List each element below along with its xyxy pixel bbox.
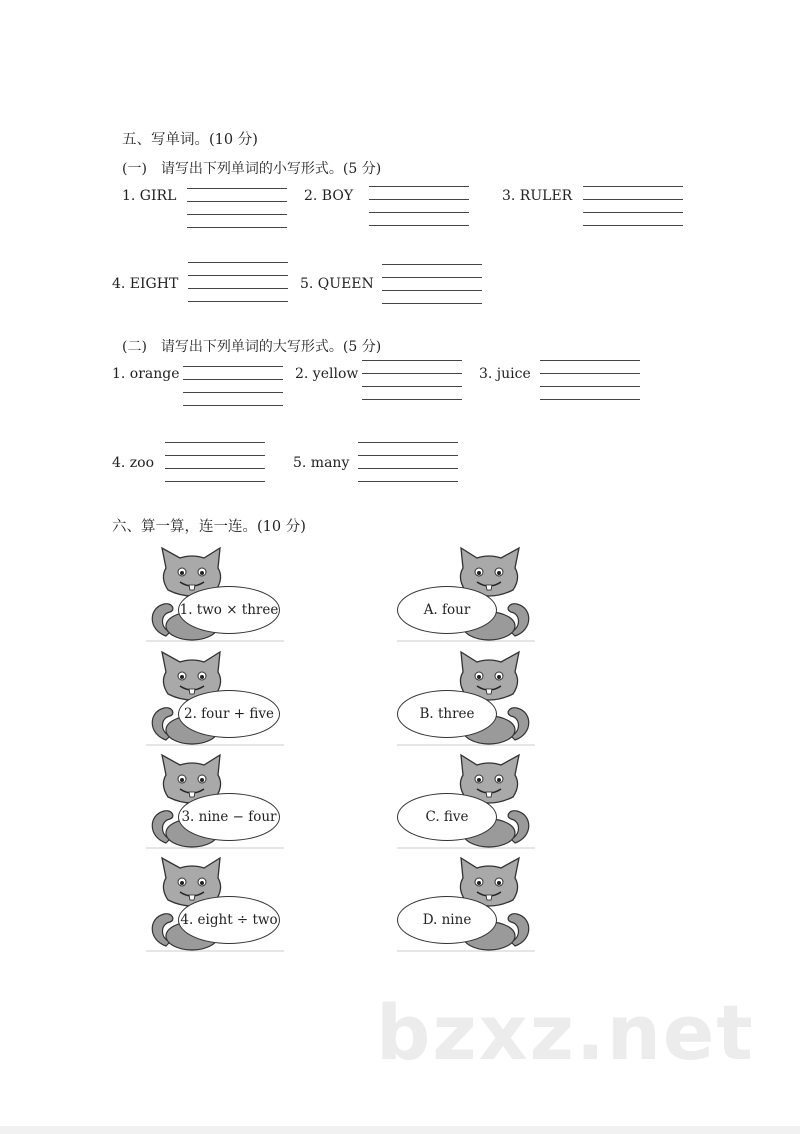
right-card-b[interactable]: [397, 650, 535, 746]
word-label: 5. many: [293, 455, 350, 471]
writing-lines[interactable]: [183, 366, 283, 416]
left-card-4[interactable]: [146, 856, 284, 952]
word-label: 3. juice: [479, 366, 531, 382]
answer-bubble: A. four: [397, 586, 497, 634]
left-card-3[interactable]: [146, 753, 284, 849]
left-card-2[interactable]: [146, 650, 284, 746]
writing-lines[interactable]: [369, 186, 469, 236]
answer-bubble: C. five: [397, 793, 497, 841]
writing-lines[interactable]: [165, 442, 265, 492]
watermark: bzxz.net: [376, 988, 755, 1077]
writing-lines[interactable]: [382, 264, 482, 314]
word-label: 4. zoo: [112, 455, 155, 471]
left-card-1[interactable]: [146, 546, 284, 642]
word-label: 2. yellow: [295, 366, 359, 382]
part-1-title: (一) 请写出下列单词的小写形式。(5 分): [122, 161, 382, 177]
expression-bubble: 4. eight ÷ two: [178, 896, 280, 944]
section-6-title: 六、算一算，连一连。(10 分): [112, 519, 306, 535]
word-label: 1. orange: [112, 366, 180, 382]
word-label: 5. QUEEN: [300, 276, 374, 292]
writing-lines[interactable]: [187, 188, 287, 238]
part-2-title: (二) 请写出下列单词的大写形式。(5 分): [122, 339, 382, 355]
writing-lines[interactable]: [358, 442, 458, 492]
expression-bubble: 2. four + five: [178, 690, 280, 738]
page-bottom-edge: [0, 1126, 800, 1134]
word-label: 4. EIGHT: [112, 276, 179, 292]
writing-lines[interactable]: [362, 360, 462, 410]
expression-bubble: 3. nine − four: [178, 793, 280, 841]
expression-bubble: 1. two × three: [178, 586, 280, 634]
answer-bubble: B. three: [397, 690, 497, 738]
right-card-d[interactable]: [397, 856, 535, 952]
word-label: 2. BOY: [304, 188, 354, 204]
right-card-a[interactable]: [397, 546, 535, 642]
word-label: 1. GIRL: [122, 188, 177, 204]
right-card-c[interactable]: [397, 753, 535, 849]
section-5-title: 五、写单词。(10 分): [122, 132, 258, 148]
answer-bubble: D. nine: [397, 896, 497, 944]
writing-lines[interactable]: [540, 360, 640, 410]
writing-lines[interactable]: [188, 262, 288, 312]
word-label: 3. RULER: [502, 188, 573, 204]
writing-lines[interactable]: [583, 186, 683, 236]
